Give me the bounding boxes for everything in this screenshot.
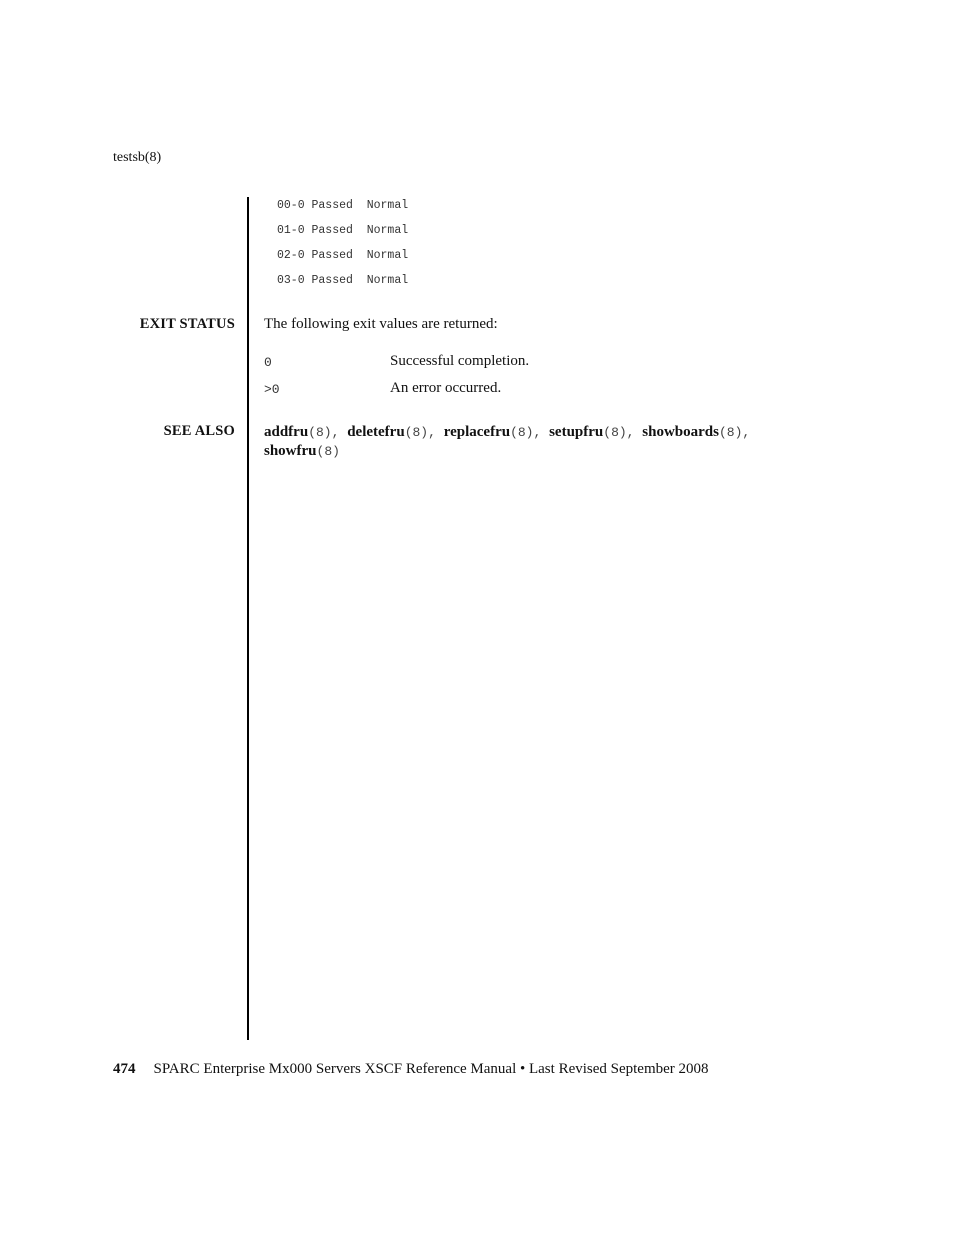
ref-section: (8) [316,444,340,459]
see-also-list [264,423,774,461]
ref-name: deletefru [347,424,405,440]
exit-code: 0 [264,355,272,370]
page-number: 474 [113,1061,136,1077]
ref-name: setupfru [549,424,604,440]
ref-section: (8) [718,425,743,440]
ref-separator: , [742,425,751,440]
running-head: testsb(8) [113,150,162,165]
output-line: 01-0 Passed Normal [277,224,409,237]
ref-name: replacefru [443,424,511,440]
ref-section: (8) [510,425,534,440]
footer-text: SPARC Enterprise Mx000 Servers XSCF Reference Manual • Last Revised September 2008 [153,1061,709,1077]
ref-section: (8) [308,425,332,440]
ref-separator: , [331,425,348,440]
page-footer [113,1061,709,1078]
ref-name: showfru [264,443,317,459]
see-also-ref[interactable] [347,424,428,440]
ref-section: (8) [404,425,429,440]
see-also-heading: SEE ALSO [163,423,235,439]
ref-separator: , [626,425,643,440]
exit-description: Successful completion. [390,353,530,369]
exit-description: An error occurred. [390,380,502,396]
ref-section: (8) [603,425,627,440]
ref-name: showboards [642,424,719,440]
vertical-rule [247,197,249,1040]
output-line: 03-0 Passed Normal [277,274,409,287]
see-also-ref[interactable] [549,424,627,440]
ref-separator: , [428,425,444,440]
output-line: 00-0 Passed Normal [277,199,409,212]
exit-status-heading: EXIT STATUS [139,316,235,332]
see-also-ref[interactable] [264,424,332,440]
see-also-ref[interactable] [444,424,534,440]
ref-name: addfru [264,424,309,440]
output-line: 02-0 Passed Normal [277,249,409,262]
see-also-ref[interactable] [642,424,742,440]
exit-status-intro: The following exit values are returned: [264,316,498,332]
exit-code: >0 [264,382,280,397]
see-also-ref[interactable] [264,443,340,459]
ref-separator: , [533,425,550,440]
